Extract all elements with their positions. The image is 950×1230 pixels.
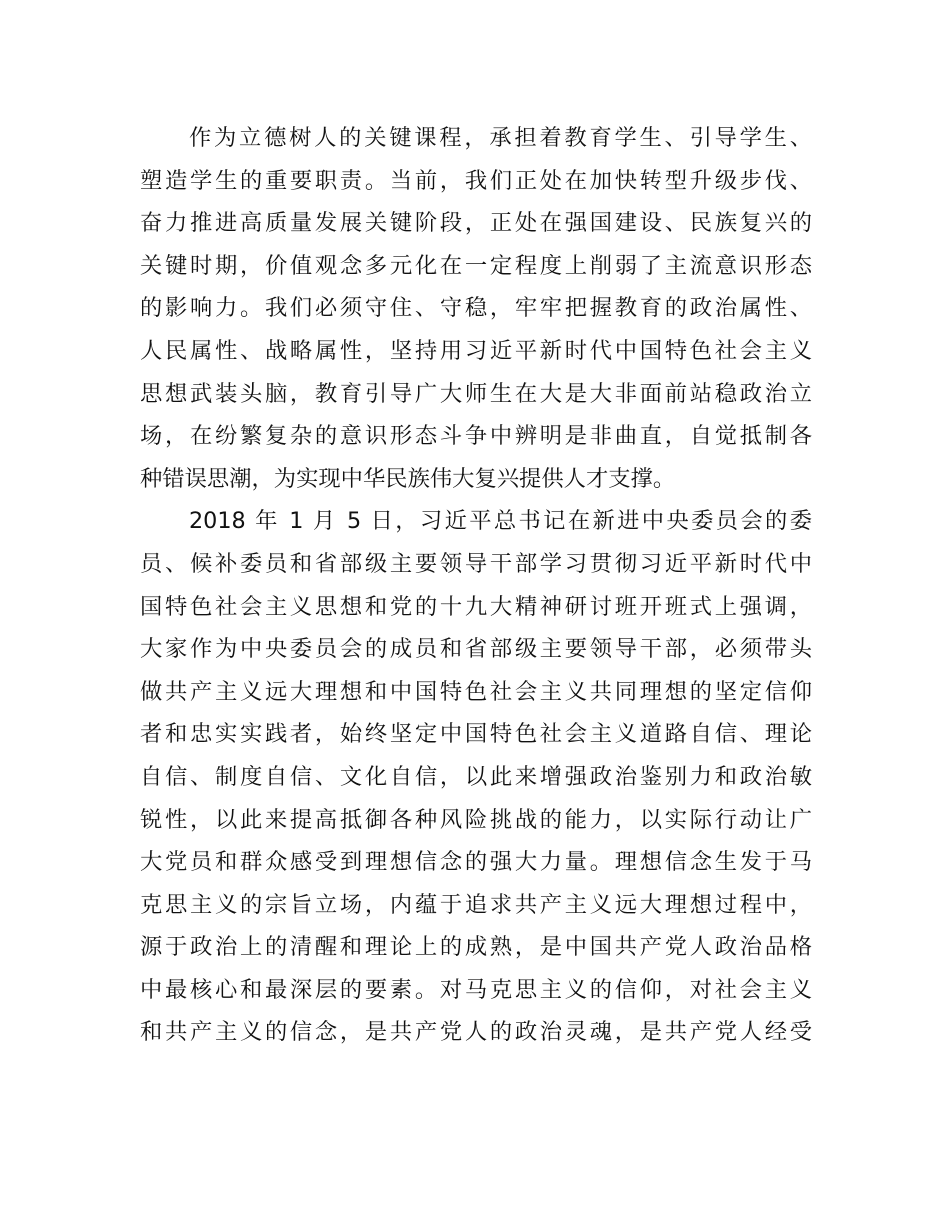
text-line: 的影响力。我们必须守住、守稳，牢牢把握教育的政治属性、 [140, 295, 812, 322]
text-line: 中最核心和最深层的要素。对马克思主义的信仰，对社会主义 [140, 976, 812, 1003]
text-line: 克思主义的宗旨立场，内蕴于追求共产主义远大理想过程中， [140, 891, 812, 918]
text-line: 人民属性、战略属性，坚持用习近平新时代中国特色社会主义 [140, 337, 812, 364]
text-line: 塑造学生的重要职责。当前，我们正处在加快转型升级步伐、 [140, 167, 812, 194]
text-line: 和共产主义的信念，是共产党人的政治灵魂，是共产党人经受 [140, 1019, 812, 1046]
text-line: 大党员和群众感受到理想信念的强大力量。理想信念生发于马 [140, 849, 812, 876]
text-line: 2018 年 1 月 5 日，习近平总书记在新进中央委员会的委 [189, 508, 812, 535]
text-line: 国特色社会主义思想和党的十九大精神研讨班开班式上强调， [140, 593, 812, 620]
text-line: 大家作为中央委员会的成员和省部级主要领导干部，必须带头 [140, 636, 812, 663]
paragraph-1 [140, 117, 812, 500]
text-line: 种错误思潮，为实现中华民族伟大复兴提供人才支撑。 [140, 465, 676, 492]
document-body [140, 117, 812, 1054]
text-line: 锐性，以此来提高抵御各种风险挑战的能力，以实际行动让广 [140, 806, 812, 833]
text-line: 员、候补委员和省部级主要领导干部学习贯彻习近平新时代中 [140, 550, 812, 577]
text-line: 场，在纷繁复杂的意识形态斗争中辨明是非曲直，自觉抵制各 [140, 423, 812, 450]
text-line: 思想武装头脑，教育引导广大师生在大是大非面前站稳政治立 [140, 380, 812, 407]
text-line: 做共产主义远大理想和中国特色社会主义共同理想的坚定信仰 [140, 678, 812, 705]
text-line: 关键时期，价值观念多元化在一定程度上削弱了主流意识形态 [140, 252, 812, 279]
paragraph-2 [140, 500, 812, 1054]
text-line: 自信、制度自信、文化自信，以此来增强政治鉴别力和政治敏 [140, 763, 812, 790]
text-line: 者和忠实实践者，始终坚定中国特色社会主义道路自信、理论 [140, 721, 812, 748]
text-line: 源于政治上的清醒和理论上的成熟，是中国共产党人政治品格 [140, 934, 812, 961]
text-line: 作为立德树人的关键课程，承担着教育学生、引导学生、 [189, 125, 812, 151]
text-line: 奋力推进高质量发展关键阶段，正处在强国建设、民族复兴的 [140, 210, 812, 237]
